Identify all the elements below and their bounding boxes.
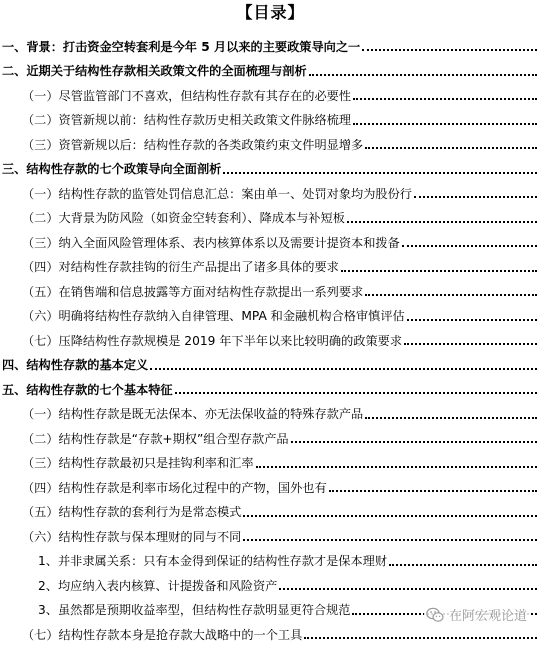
toc-entry[interactable] [0,475,541,500]
dot-leader [175,390,537,394]
wechat-icon [426,607,444,623]
toc-entry[interactable] [0,59,541,84]
toc-entry-text: （三）纳入全面风险管理体系、表内核算体系以及需要计提资本和拨备 [22,235,400,250]
toc-entry[interactable] [0,377,541,402]
toc-entry-text: （一）结构性存款是既无法保本、亦无法保收益的特殊存款产品 [22,407,364,422]
toc-entry-text: （二）大背景为防风险（如资金空转套利）、降成本与补短板 [22,211,345,226]
dot-leader [404,341,537,345]
toc-entry-text: 四、结构性存款的基本定义 [2,358,149,373]
dot-leader [365,415,537,419]
toc-entry[interactable] [0,451,541,476]
toc-entry-text: （二）资管新规以前：结构性存款历史相关政策文件脉络梳理 [22,113,352,128]
toc-entry[interactable] [0,304,541,329]
dot-leader [365,292,537,296]
toc-entry-text: 2、均应纳入表内核算、计提拨备和风险资产 [38,578,278,593]
toc-entry[interactable] [0,157,541,182]
toc-entry-text: 二、近期关于结构性存款相关政策文件的全面梳理与剖析 [2,64,307,79]
table-of-contents [0,34,541,647]
toc-entry-text: （一）结构性存款的监管处罚信息汇总：案由单一、处罚对象均为股份行 [22,186,412,201]
watermark-text: 在阿宏观论道 [448,609,527,624]
toc-entry[interactable] [0,328,541,353]
dot-leader [414,194,537,198]
dot-leader [402,243,537,247]
toc-entry[interactable] [0,500,541,525]
dot-leader [329,488,537,492]
toc-entry-text: 一、背景：打击资金空转套利是今年 5 月以来的主要政策导向之一 [2,39,361,54]
toc-entry-text: （七）压降结构性存款规模是 2019 年下半年以来比较明确的政策要求 [22,333,403,348]
toc-entry[interactable] [0,524,541,549]
toc-entry-text: 三、结构性存款的七个政策导向全面剖析 [2,162,222,177]
toc-entry[interactable] [0,206,541,231]
toc-entry[interactable] [0,402,541,427]
dot-leader [389,562,537,566]
toc-entry[interactable] [0,426,541,451]
toc-entry[interactable] [0,132,541,157]
toc-entry-text: （三）资管新规以后：结构性存款的各类政策约束文件明显增多 [22,137,364,152]
toc-entry[interactable] [0,279,541,304]
toc-entry-text: （六）明确将结构性存款纳入自律管理、MPA 和金融机构合格审慎评估 [22,309,405,324]
toc-entry[interactable] [0,353,541,378]
toc-entry[interactable] [0,230,541,255]
toc-entry-text: （五）在销售端和信息披露等方面对结构性存款提出一系列要求 [22,284,364,299]
toc-entry[interactable] [0,34,541,59]
toc-entry-text: 3、虽然都是预期收益率型，但结构性存款明显更符合规范 [38,603,351,618]
toc-entry[interactable] [0,83,541,108]
page-title: 【目录】 [236,3,305,22]
dot-leader [243,513,537,517]
toc-entry-text: （五）结构性存款的套利行为是常态模式 [22,505,242,520]
toc-entry-text: （四）结构性存款是利率市场化过程中的产物，国外也有 [22,480,327,495]
toc-entry-text: 五、结构性存款的七个基本特征 [2,382,173,397]
dot-leader [291,439,537,443]
watermark [424,604,529,625]
dot-leader [365,145,537,149]
toc-entry-text: （二）结构性存款是“存款+期权”组合型存款产品 [22,431,289,446]
toc-entry-text: （七）结构性存款本身是抢存款大战略中的一个工具 [22,627,303,642]
toc-entry-text: （三）结构性存款最初只是挂钩利率和汇率 [22,456,254,471]
dot-leader [223,170,537,174]
toc-entry-text: 1、并非隶属关系：只有本金得到保证的结构性存款才是保本理财 [38,554,388,569]
dot-leader [309,72,537,76]
dot-leader [353,121,537,125]
dot-leader [150,366,537,370]
dot-leader [243,537,537,541]
toc-entry-text: （六）结构性存款与保本理财的同与不同 [22,529,242,544]
toc-entry-text: （一）尽管监管部门不喜欢，但结构性存款有其存在的必要性 [22,88,352,103]
toc-entry[interactable] [0,573,541,598]
dot-leader [407,317,537,321]
toc-entry-text: （四）对结构性存款挂钩的衍生产品提出了诸多具体的要求 [22,260,339,275]
dot-leader [362,47,537,51]
dot-leader [353,96,537,100]
dot-leader [347,219,537,223]
toc-entry[interactable] [0,549,541,574]
dot-leader [256,464,537,468]
dot-leader [341,268,537,272]
dot-leader [304,635,537,639]
dot-leader [279,586,537,590]
toc-entry[interactable] [0,108,541,133]
toc-entry[interactable] [0,181,541,206]
toc-entry[interactable] [0,255,541,280]
